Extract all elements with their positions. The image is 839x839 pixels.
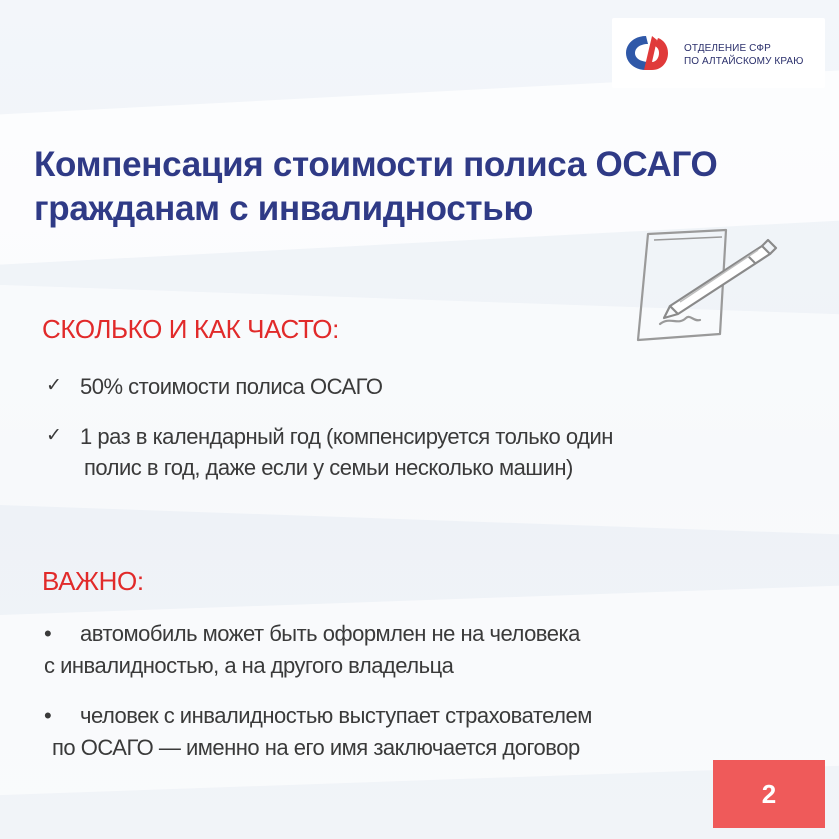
section-heading-important: ВАЖНО: <box>42 566 144 596</box>
bullet-icon: • <box>44 621 52 646</box>
list-item <box>44 700 764 764</box>
title-line-1: Компенсация стоимости полиса ОСАГО <box>34 145 718 184</box>
list-item-text: полис в год, даже если у семьи несколько машин) <box>84 455 573 480</box>
title-line-2: гражданам с инвалидностью <box>34 189 534 228</box>
logo-line-1: ОТДЕЛЕНИЕ СФР <box>684 43 771 54</box>
document-pen-icon <box>630 228 780 358</box>
logo-line-2: ПО АЛТАЙСКОМУ КРАЮ <box>684 56 804 67</box>
list-item <box>80 421 760 483</box>
sfr-logo-icon <box>624 32 670 74</box>
list-item-text: 1 раз в календарный год (компенсируется только один <box>80 424 613 449</box>
check-icon: ✓ <box>46 375 62 396</box>
list-item <box>80 371 382 402</box>
check-icon: ✓ <box>46 425 62 446</box>
page-title <box>34 143 794 231</box>
list-item-text: по ОСАГО — именно на его имя заключается договор <box>52 735 580 760</box>
bullet-icon: • <box>44 703 52 728</box>
list-item-text: человек с инвалидностью выступает страхователем <box>80 703 592 728</box>
page-number-badge: 2 <box>713 760 825 828</box>
list-item-text: автомобиль может быть оформлен не на человека <box>80 621 580 646</box>
logo-text <box>684 42 803 68</box>
sfr-logo <box>612 18 825 88</box>
list-item-text: с инвалидностью, а на другого владельца <box>44 653 454 678</box>
list-item-text: 50% стоимости полиса ОСАГО <box>80 374 383 399</box>
section-heading-frequency: СКОЛЬКО И КАК ЧАСТО: <box>42 314 339 344</box>
list-item <box>44 618 744 682</box>
